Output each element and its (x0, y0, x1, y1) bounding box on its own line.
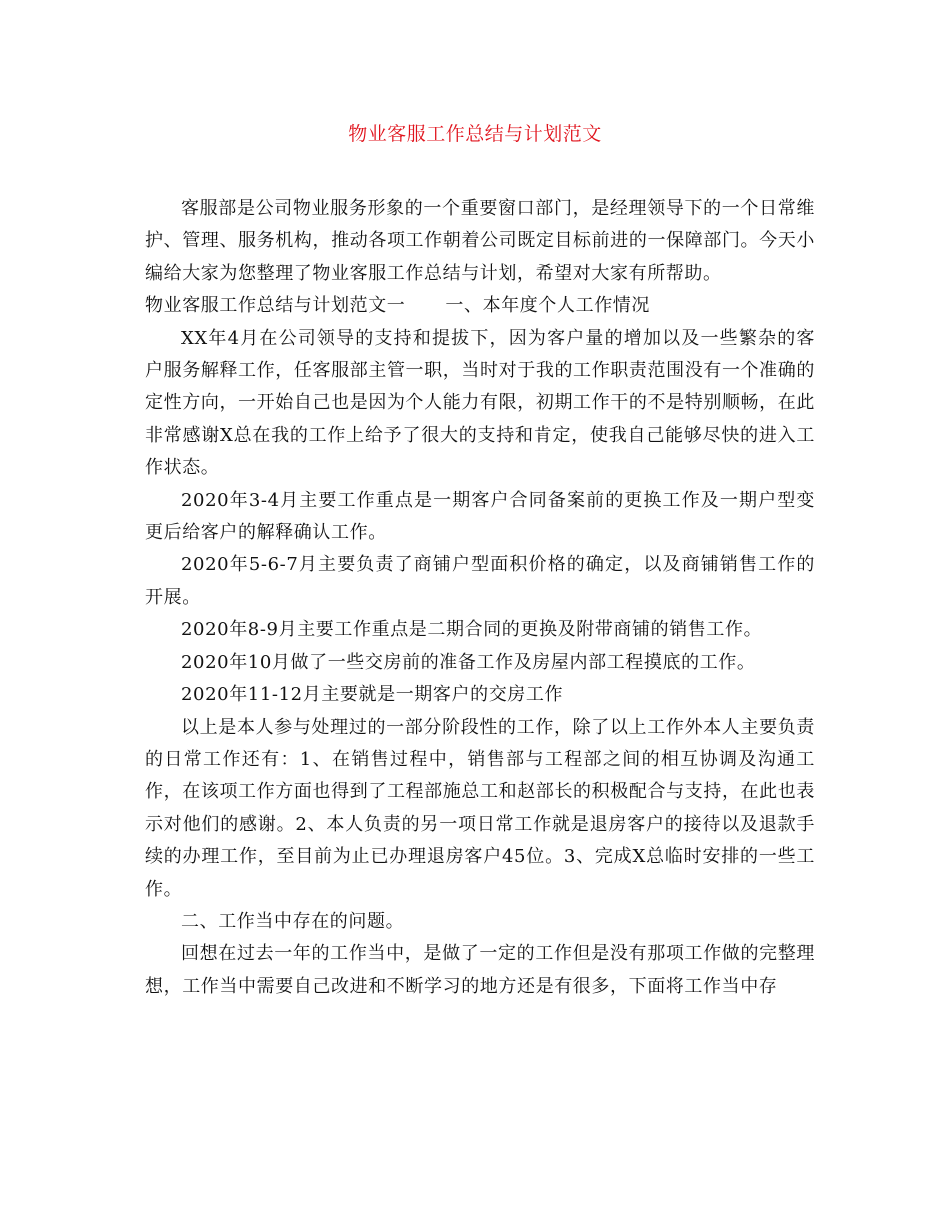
section-heading-problems: 二、工作当中存在的问题。 (181, 910, 405, 932)
section-heading-left: 物业客服工作总结与计划范文一 (145, 295, 406, 317)
paragraph-aug-sep: 2020年8-9月主要工作重点是二期合同的更换及附带商铺的销售工作。 (181, 619, 763, 641)
paragraph-may-jul: 2020年5-6-7月主要负责了商铺户型面积价格的确定，以及商铺销售工作的开展。 (145, 554, 815, 608)
section-heading-line (145, 290, 815, 322)
section-heading-right: 一、本年度个人工作情况 (445, 295, 651, 317)
paragraph-nov-dec: 2020年11-12月主要就是一期客户的交房工作 (181, 684, 564, 706)
paragraph-daily-work: 以上是本人参与处理过的一部分阶段性的工作，除了以上工作外本人主要负责的日常工作还有：1、在销售过程中，销售部与工程部之间的相互协调及沟通工作，在该项工作方面也得到了工程部施总工和赵部长的积极配合与支持，在此也表示对他们的感谢。2、本人负责的另一项日常工作就是退房客户的接待以及退款手续的办理工作，至目前为止已办理退房客户45位。3、完成X总临时安排的一些工作。 (145, 716, 815, 900)
paragraph-reflection: 回想在过去一年的工作当中，是做了一定的工作但是没有那项工作做的完整理想，工作当中需要自己改进和不断学习的地方还是有很多，下面将工作当中存 (145, 943, 815, 997)
paragraph-oct: 2020年10月做了一些交房前的准备工作及房屋内部工程摸底的工作。 (181, 651, 756, 673)
intro-paragraph: 客服部是公司物业服务形象的一个重要窗口部门，是经理领导下的一个日常维 护、管理、服务机构，推动各项工作朝着公司既定目标前进的一保障部门。今天小编给大家为您整理了物业客服工作总结与计划，希望对大家有所帮助。 (145, 198, 815, 284)
document-body (145, 193, 815, 1003)
paragraph-appointment: XX年4月在公司领导的支持和提拔下，因为客户量的增加以及一些繁杂的客户服务解释工作，任客服部主管一职，当时对于我的工作职责范围没有一个准确的定性方向，一开始自己也是因为个人能力有限，初期工作干的不是特别顺畅，在此非常感谢X总在我的工作上给予了很大的支持和肯定，使我自己能够尽快的进入工作状态。 (145, 327, 815, 479)
document-title: 物业客服工作总结与计划范文 (348, 123, 602, 145)
paragraph-mar-apr: 2020年3-4月主要工作重点是一期客户合同备案前的更换工作及一期户型变更后给客户的解释确认工作。 (145, 489, 815, 544)
